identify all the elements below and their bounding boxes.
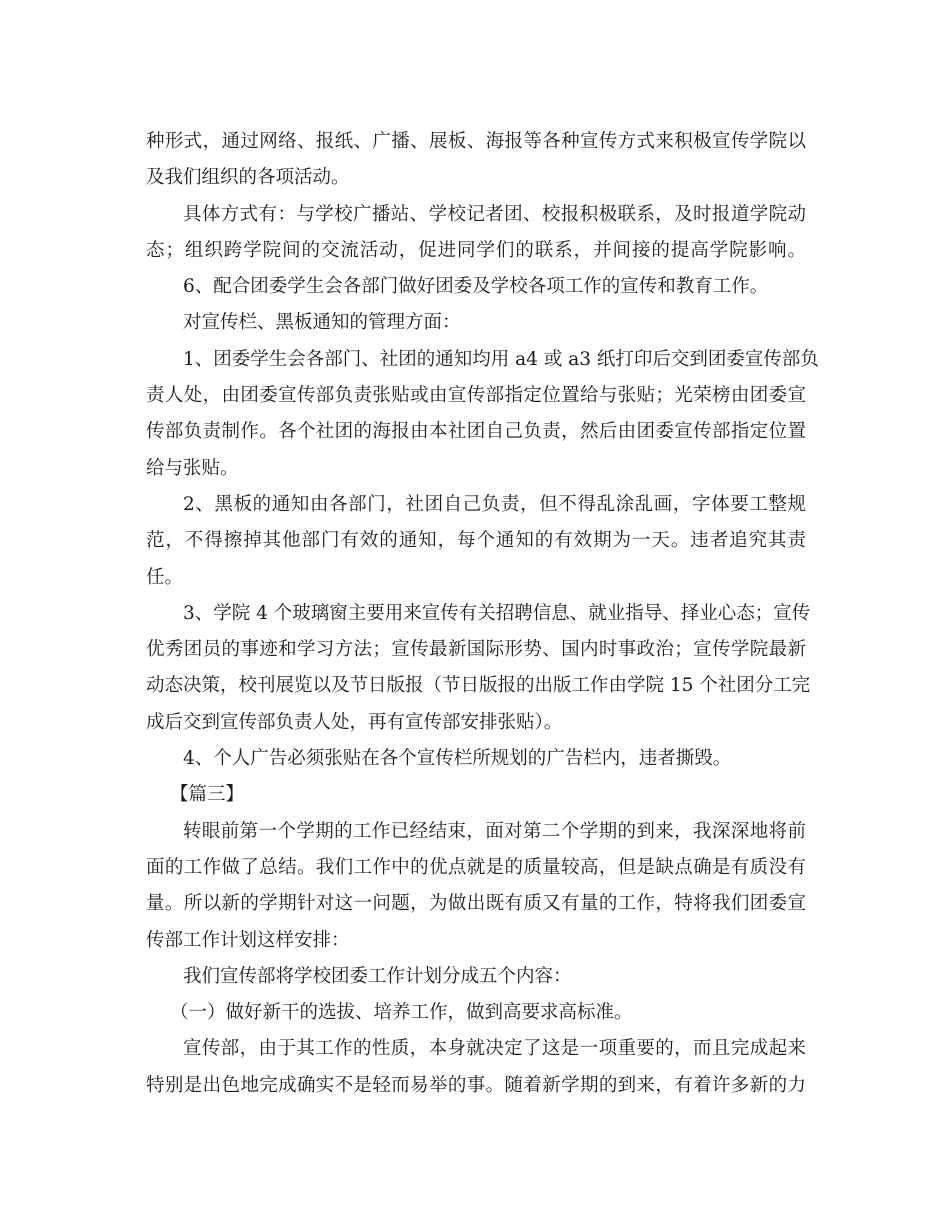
paragraph-start-line: 宣传部，由于其工作的性质，本身就决定了这是一项重要的，而且完成起来 bbox=[183, 1038, 806, 1060]
list-item-4: 4、个人广告必须张贴在各个宣传栏所规划的广告栏内，违者撕毁。 bbox=[183, 748, 732, 770]
body-line: 面的工作做了总结。我们工作中的优点就是的质量较高，但是缺点确是有质没有 bbox=[146, 856, 806, 878]
paragraph-start-line: 我们宣传部将学校团委工作计划分成五个内容： bbox=[183, 965, 572, 987]
body-line: 责人处，由团委宣传部负责张贴或由宣传部指定位置给与张贴；光荣榜由团委宣 bbox=[146, 385, 806, 407]
paragraph-start-line: 转眼前第一个学期的工作已经结束，面对第二个学期的到来，我深深地将前 bbox=[183, 820, 806, 842]
body-line: 传部工作计划这样安排： bbox=[146, 929, 350, 951]
body-line: 及我们组织的各项活动。 bbox=[146, 167, 350, 189]
body-line: 任。 bbox=[146, 566, 184, 588]
body-line: 态；组织跨学院间的交流活动，促进同学们的联系，并间接的提高学院影响。 bbox=[146, 239, 806, 261]
subsection-heading: （一）做好新干的选拔、培养工作，做到高要求高标准。 bbox=[170, 1002, 633, 1024]
paragraph-start-line: 具体方式有：与学校广播站、学校记者团、校报积极联系，及时报道学院动 bbox=[183, 203, 806, 225]
body-line: 传部负责制作。各个社团的海报由本社团自己负责，然后由团委宣传部指定位置 bbox=[146, 421, 806, 443]
body-line: 成后交到宣传部负责人处，再有宣传部安排张贴）。 bbox=[146, 711, 563, 733]
document-body bbox=[146, 124, 819, 1104]
list-item-3: 3、学院 4 个玻璃窗主要用来宣传有关招聘信息、就业指导、择业心态；宣传 bbox=[183, 602, 811, 624]
body-line: 范，不得擦掉其他部门有效的通知，每个通知的有效期为一天。违者追究其责 bbox=[146, 530, 806, 552]
body-line: 动态决策，校刊展览以及节日版报（节日版报的出版工作由学院 15 个社团分工完 bbox=[146, 675, 811, 697]
list-item-6: 6、配合团委学生会各部门做好团委及学校各项工作的宣传和教育工作。 bbox=[183, 276, 769, 298]
body-line: 种形式，通过网络、报纸、广播、展板、海报等各种宣传方式来积极宣传学院以 bbox=[146, 131, 806, 152]
list-item-2: 2、黑板的通知由各部门，社团自己负责，但不得乱涂乱画，字体要工整规 bbox=[183, 493, 806, 515]
body-line: 量。所以新的学期针对这一问题，为做出既有质又有量的工作，特将我们团委宣 bbox=[146, 893, 806, 915]
section-heading: 【篇三】 bbox=[170, 784, 245, 806]
list-item-1: 1、团委学生会各部门、社团的通知均用 a4 或 a3 纸打印后交到团委宣传部负 bbox=[183, 348, 819, 370]
body-line: 特别是出色地完成确实不是轻而易举的事。随着新学期的到来，有着许多新的力 bbox=[146, 1074, 806, 1096]
body-line: 优秀团员的事迹和学习方法；宣传最新国际形势、国内时事政治；宣传学院最新 bbox=[146, 639, 806, 661]
section-intro-line: 对宣传栏、黑板通知的管理方面： bbox=[183, 312, 461, 334]
body-line: 给与张贴。 bbox=[146, 457, 239, 479]
